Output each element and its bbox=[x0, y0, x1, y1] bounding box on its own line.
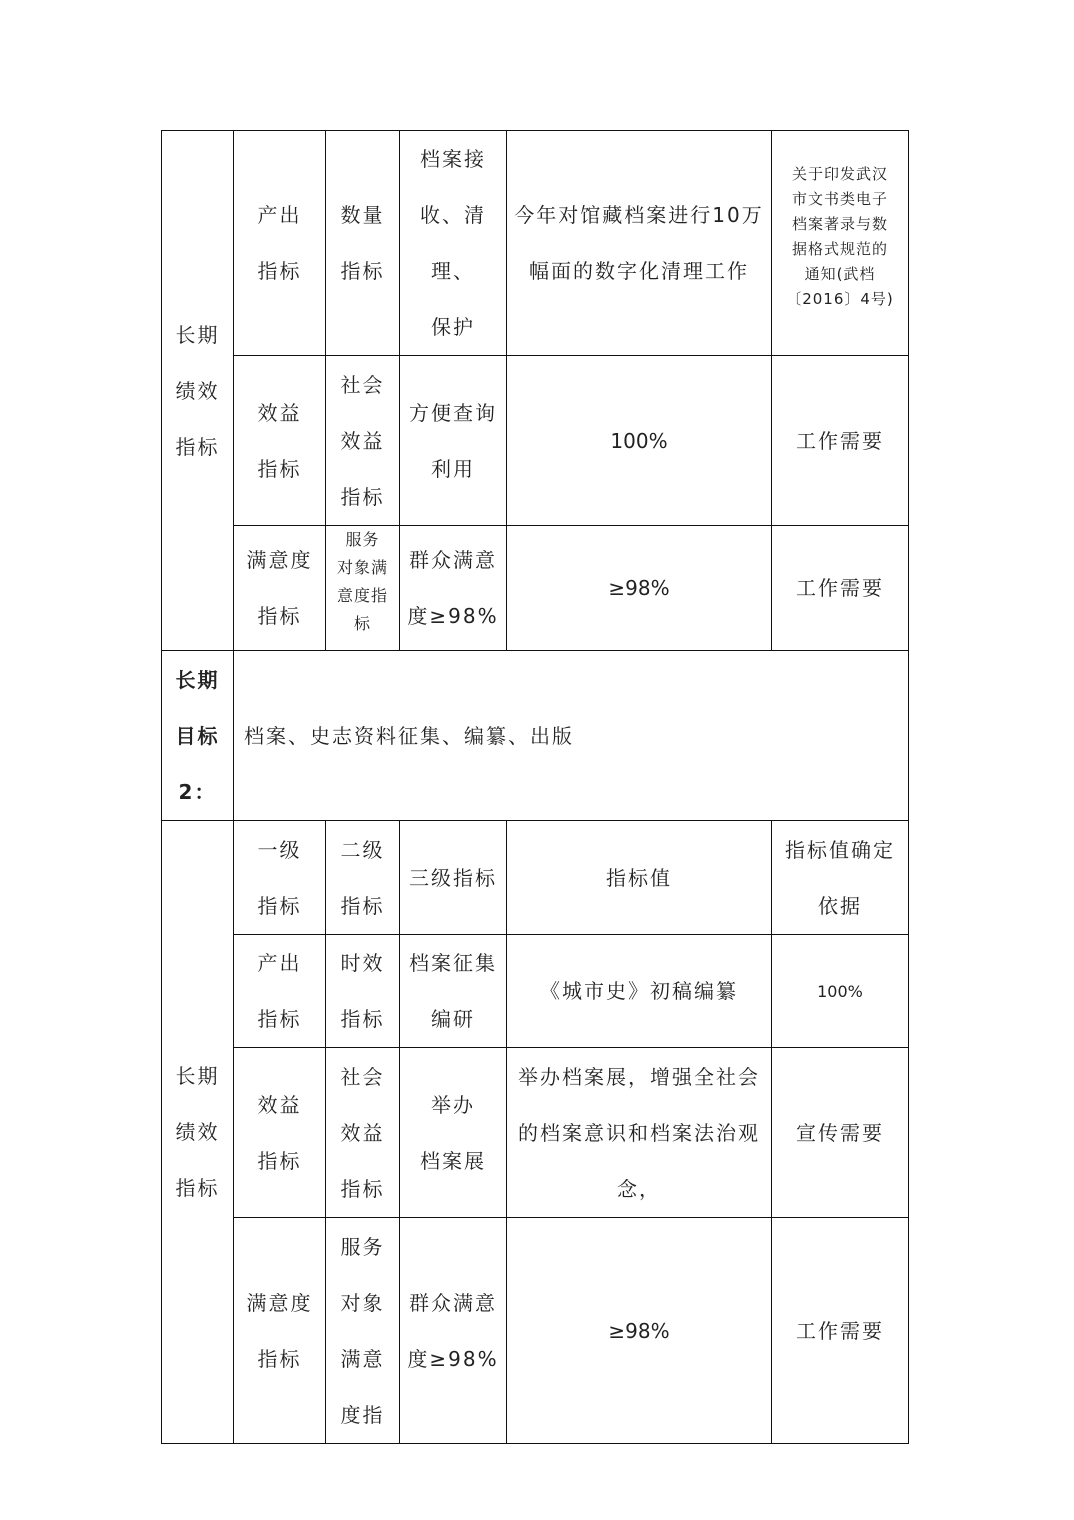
level1-cell bbox=[234, 356, 326, 526]
header-level3-cell bbox=[400, 821, 507, 935]
level3-cell bbox=[400, 1048, 507, 1218]
value-text: 100% bbox=[610, 428, 668, 453]
basis-cell bbox=[772, 935, 909, 1048]
level2-cell bbox=[326, 356, 400, 526]
table-row bbox=[162, 526, 909, 651]
goal-label-cell bbox=[162, 651, 234, 821]
level3-cell bbox=[400, 526, 507, 651]
level1-cell bbox=[234, 1048, 326, 1218]
level2-cell bbox=[326, 1218, 400, 1444]
level3-cell bbox=[400, 131, 507, 356]
basis-text: 工作需要 bbox=[796, 1318, 884, 1343]
level2-cell bbox=[326, 526, 400, 651]
level1-cell bbox=[234, 526, 326, 651]
header-level2: 二级 指标 bbox=[340, 837, 385, 918]
header-value-cell bbox=[507, 821, 772, 935]
basis-text: 工作需要 bbox=[796, 576, 884, 600]
table-row bbox=[162, 1048, 909, 1218]
level2-cell bbox=[326, 131, 400, 356]
basis-text: 宣传需要 bbox=[796, 1120, 884, 1145]
basis-cell bbox=[772, 526, 909, 651]
goal-row bbox=[162, 651, 909, 821]
basis-text: 关于印发武汉 市文书类电子 档案著录与数 据格式规范的 通知(武档 〔2016〕4号) bbox=[786, 164, 894, 308]
value-cell bbox=[507, 356, 772, 526]
level2-text: 社会 效益 指标 bbox=[340, 372, 385, 509]
goal-text-cell bbox=[234, 651, 909, 821]
header-basis-cell bbox=[772, 821, 909, 935]
performance-table bbox=[161, 130, 909, 1444]
basis-cell bbox=[772, 131, 909, 356]
level2-text: 社会 效益 指标 bbox=[340, 1064, 385, 1201]
group-label: 长期 绩效 指标 bbox=[175, 1064, 220, 1200]
header-level3: 三级指标 bbox=[409, 865, 497, 890]
level1-text: 效益 指标 bbox=[257, 400, 302, 481]
header-level2-cell bbox=[326, 821, 400, 935]
value-cell bbox=[507, 526, 772, 651]
header-level1-cell bbox=[234, 821, 326, 935]
level3-cell bbox=[400, 935, 507, 1048]
level3-text: 档案接 收、清理、 保护 bbox=[420, 147, 486, 339]
basis-cell bbox=[772, 1048, 909, 1218]
value-cell bbox=[507, 131, 772, 356]
level3-text: 群众满意 度≥98% bbox=[407, 1290, 499, 1371]
group-label-cell bbox=[162, 821, 234, 1444]
basis-cell bbox=[772, 1218, 909, 1444]
value-text: 今年对馆藏档案进行10万 幅面的数字化清理工作 bbox=[514, 203, 764, 283]
level3-cell bbox=[400, 1218, 507, 1444]
value-text: 举办档案展，增强全社会 的档案意识和档案法治观 念， bbox=[518, 1064, 760, 1201]
header-value: 指标值 bbox=[606, 865, 672, 890]
value-cell bbox=[507, 935, 772, 1048]
group-label: 长期 绩效 指标 bbox=[175, 322, 220, 459]
table-row bbox=[162, 131, 909, 356]
level2-cell bbox=[326, 935, 400, 1048]
level2-text: 服务 对象 满意 度指 bbox=[340, 1234, 385, 1427]
table-row bbox=[162, 356, 909, 526]
level3-cell bbox=[400, 356, 507, 526]
level2-text: 数量 指标 bbox=[340, 203, 385, 283]
basis-text: 100% bbox=[817, 982, 863, 1001]
header-basis: 指标值确定 依据 bbox=[785, 837, 895, 918]
goal-text: 档案、史志资料征集、编纂、出版 bbox=[244, 723, 574, 748]
value-text: 《城市史》初稿编纂 bbox=[540, 979, 738, 1003]
level3-text: 档案征集 编研 bbox=[409, 951, 497, 1031]
level3-text: 方便查询 利用 bbox=[409, 400, 497, 481]
table-row bbox=[162, 935, 909, 1048]
goal-label: 长期 目标 2： bbox=[175, 667, 220, 804]
value-cell bbox=[507, 1218, 772, 1444]
value-text: ≥98% bbox=[608, 576, 670, 600]
value-text: ≥98% bbox=[608, 1318, 670, 1343]
value-cell bbox=[507, 1048, 772, 1218]
level1-text: 产出 指标 bbox=[257, 951, 302, 1031]
level1-text: 满意度 指标 bbox=[246, 1290, 313, 1371]
level1-cell bbox=[234, 1218, 326, 1444]
level1-text: 效益 指标 bbox=[257, 1092, 302, 1173]
level1-cell bbox=[234, 131, 326, 356]
group-label-cell bbox=[162, 131, 234, 651]
level1-text: 产出 指标 bbox=[257, 203, 302, 283]
level3-text: 群众满意 度≥98% bbox=[407, 548, 499, 628]
level2-text: 时效 指标 bbox=[340, 951, 385, 1031]
table-row bbox=[162, 1218, 909, 1444]
basis-cell bbox=[772, 356, 909, 526]
header-row bbox=[162, 821, 909, 935]
level1-text: 满意度 指标 bbox=[246, 548, 313, 628]
header-level1: 一级 指标 bbox=[257, 837, 302, 918]
level2-cell bbox=[326, 1048, 400, 1218]
level3-text: 举办 档案展 bbox=[420, 1092, 486, 1173]
basis-text: 工作需要 bbox=[796, 428, 884, 453]
level1-cell bbox=[234, 935, 326, 1048]
level2-text: 服务 对象满 意度指 标 bbox=[336, 530, 388, 633]
